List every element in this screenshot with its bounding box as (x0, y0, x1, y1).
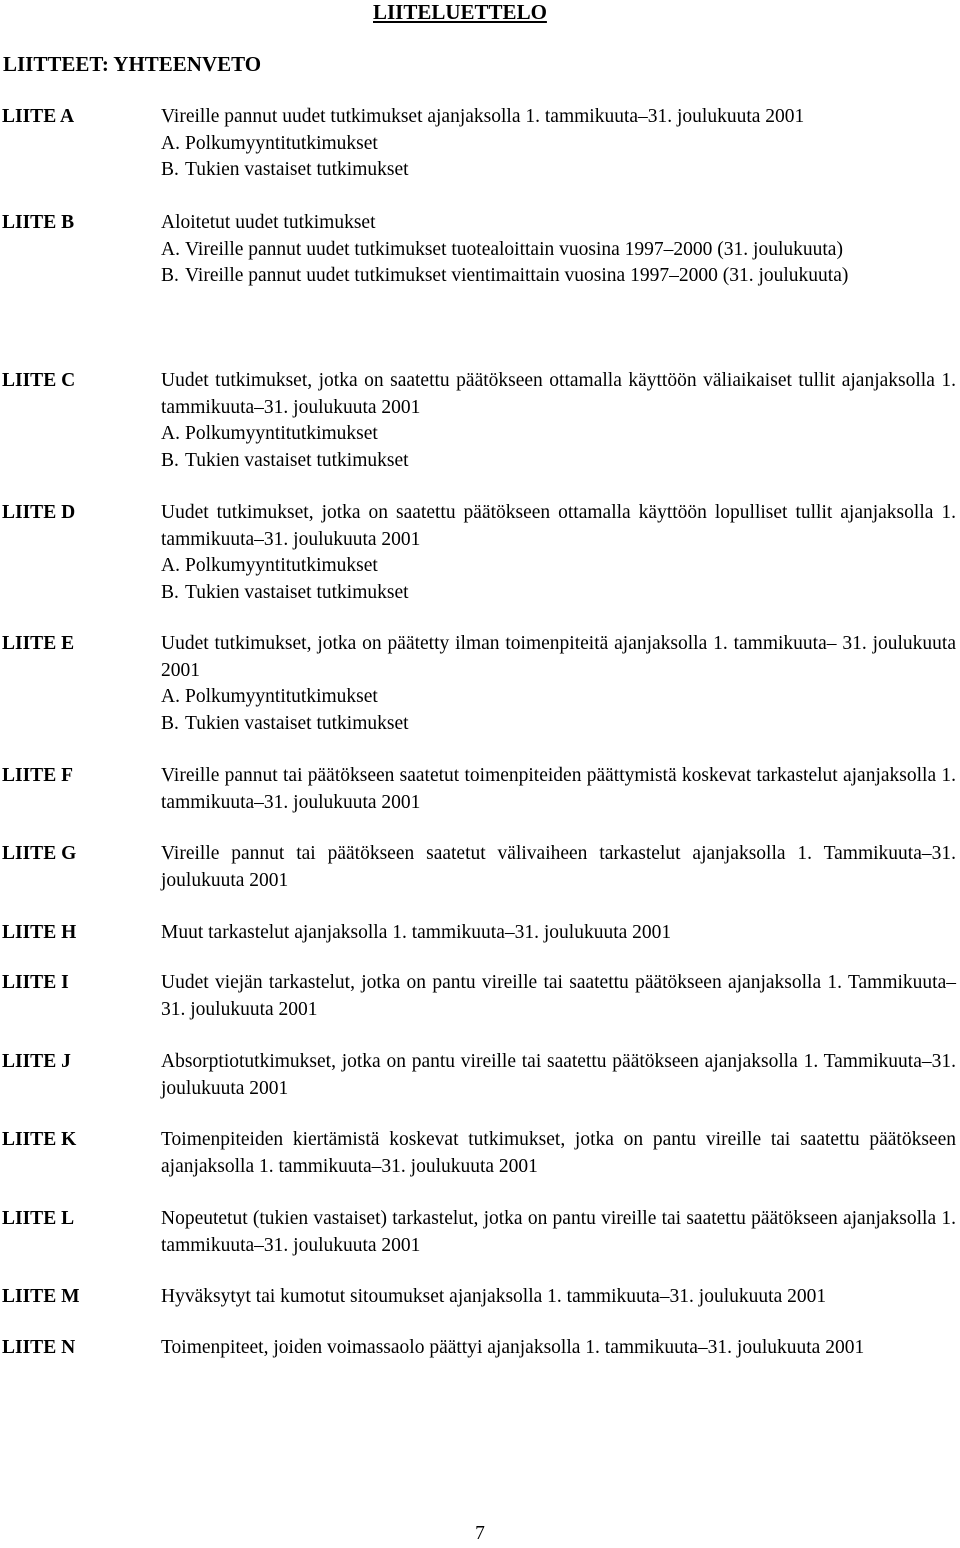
annex-description: Uudet viejän tarkastelut, jotka on pantu vireille tai saatettu päätökseen ajanjaksolla 1. Tammikuuta–31. joulukuuta 2001 (161, 972, 956, 1020)
annex-body (161, 1335, 956, 1362)
sub-item-letter: A. (161, 238, 180, 260)
sub-item-letter: A. (161, 423, 180, 444)
sub-item-text: Tukien vastaiset tutkimukset (185, 712, 409, 734)
sub-item-text: Tukien vastaiset tutkimukset (185, 449, 409, 471)
annex-description: Toimenpiteiden kiertämistä koskevat tutkimukset, jotka on pantu vireille tai saatettu päätökseen ajanjaksolla 1. tammikuuta–31. joulukuuta 2001 (161, 1129, 956, 1177)
annex-body (161, 368, 956, 474)
annex-body (161, 210, 956, 290)
annex-label: LIITE G (2, 843, 77, 864)
annex-description: Uudet tutkimukset, jotka on saatettu päätökseen ottamalla käyttöön väliaikaiset tullit ajanjaksolla 1. tammikuuta–31. joulukuuta 2001 (161, 370, 956, 418)
annex-description: Uudet tutkimukset, jotka on päätetty ilman toimenpiteitä ajanjaksolla 1. tammikuuta– 31. joulukuuta 2001 (161, 633, 956, 681)
sub-item (161, 131, 956, 158)
sub-item-letter: A. (161, 686, 180, 707)
annex-label: LIITE M (2, 1286, 80, 1307)
sub-item (161, 263, 956, 290)
annex-label: LIITE I (2, 972, 69, 993)
sub-item (161, 421, 956, 448)
sub-item (161, 448, 956, 475)
sub-item-letter: B. (161, 159, 179, 180)
sub-item (161, 553, 956, 580)
annex-description: Muut tarkastelut ajanjaksolla 1. tammikuuta–31. joulukuuta 2001 (161, 922, 672, 943)
annex-label: LIITE E (2, 633, 75, 654)
annex-label: LIITE D (2, 502, 76, 523)
sub-item-text: Polkumyyntitutkimukset (185, 132, 378, 154)
annex-body (161, 1206, 956, 1259)
annex-body (161, 500, 956, 606)
annex-description: Absorptiotutkimukset, jotka on pantu vireille tai saatettu päätökseen ajanjaksolla 1. Tammikuuta–31. joulukuuta 2001 (161, 1051, 956, 1099)
sub-item-text: Tukien vastaiset tutkimukset (185, 581, 409, 603)
annex-body (161, 1284, 956, 1311)
annex-label: LIITE N (2, 1337, 76, 1358)
annex-description: Aloitetut uudet tutkimukset (161, 212, 376, 233)
sub-item-text: Polkumyyntitutkimukset (185, 555, 378, 576)
sub-item-letter: A. (161, 555, 180, 576)
sub-item (161, 684, 956, 711)
sub-item-letter: B. (161, 449, 179, 471)
sub-item-letter: A. (161, 132, 180, 154)
annex-description: Vireille pannut tai päätökseen saatetut välivaiheen tarkastelut ajanjaksolla 1. Tammikuuta–31. joulukuuta 2001 (161, 843, 956, 891)
sub-item-letter: B. (161, 265, 179, 286)
annex-label: LIITE A (2, 106, 75, 127)
annex-label: LIITE F (2, 765, 73, 786)
document-title: LIITELUETTELO (373, 0, 547, 24)
annex-label: LIITE H (2, 922, 77, 943)
annex-body (161, 104, 956, 184)
sub-item-text: Vireille pannut uudet tutkimukset tuotealoittain vuosina 1997–2000 (31. joulukuuta) (185, 238, 843, 260)
annex-label: LIITE J (2, 1051, 71, 1072)
annex-label: LIITE K (2, 1129, 77, 1150)
annex-body (161, 763, 956, 816)
annex-description: Toimenpiteet, joiden voimassaolo päättyi ajanjaksolla 1. tammikuuta–31. joulukuuta 2001 (161, 1337, 865, 1358)
annex-body (161, 970, 956, 1023)
annex-label: LIITE B (2, 212, 75, 233)
annex-description: Uudet tutkimukset, jotka on saatettu päätökseen ottamalla käyttöön lopulliset tullit ajanjaksolla 1. tammikuuta–31. joulukuuta 2001 (161, 502, 956, 550)
annex-body (161, 1127, 956, 1180)
annex-label: LIITE L (2, 1208, 75, 1229)
sub-item-text: Polkumyyntitutkimukset (185, 686, 378, 707)
annex-body (161, 920, 956, 947)
annex-label: LIITE C (2, 370, 76, 391)
sub-item-letter: B. (161, 581, 179, 603)
sub-item (161, 237, 956, 264)
sub-item-text: Polkumyyntitutkimukset (185, 423, 378, 444)
sub-item (161, 711, 956, 738)
annex-description: Vireille pannut tai päätökseen saatetut toimenpiteiden päättymistä koskevat tarkastelut ajanjaksolla 1. tammikuuta–31. joulukuuta 2001 (161, 765, 956, 813)
page-number: 7 (475, 1523, 485, 1544)
annex-body (161, 631, 956, 737)
sub-item-text: Vireille pannut uudet tutkimukset vientimaittain vuosina 1997–2000 (31. joulukuuta) (185, 265, 849, 286)
annex-body (161, 1049, 956, 1102)
sub-item (161, 580, 956, 607)
annex-description: Vireille pannut uudet tutkimukset ajanjaksolla 1. tammikuuta–31. joulukuuta 2001 (161, 106, 805, 127)
sub-item-letter: B. (161, 712, 179, 734)
annex-description: Nopeutetut (tukien vastaiset) tarkastelut, jotka on pantu vireille tai saatettu päätökseen ajanjaksolla 1. tammikuuta–31. joulukuuta 2001 (161, 1208, 956, 1256)
annex-description: Hyväksytyt tai kumotut sitoumukset ajanjaksolla 1. tammikuuta–31. joulukuuta 2001 (161, 1286, 827, 1307)
annex-body (161, 841, 956, 894)
sub-item-text: Tukien vastaiset tutkimukset (185, 159, 409, 180)
sub-item (161, 157, 956, 184)
summary-heading: LIITTEET: YHTEENVETO (3, 52, 262, 76)
